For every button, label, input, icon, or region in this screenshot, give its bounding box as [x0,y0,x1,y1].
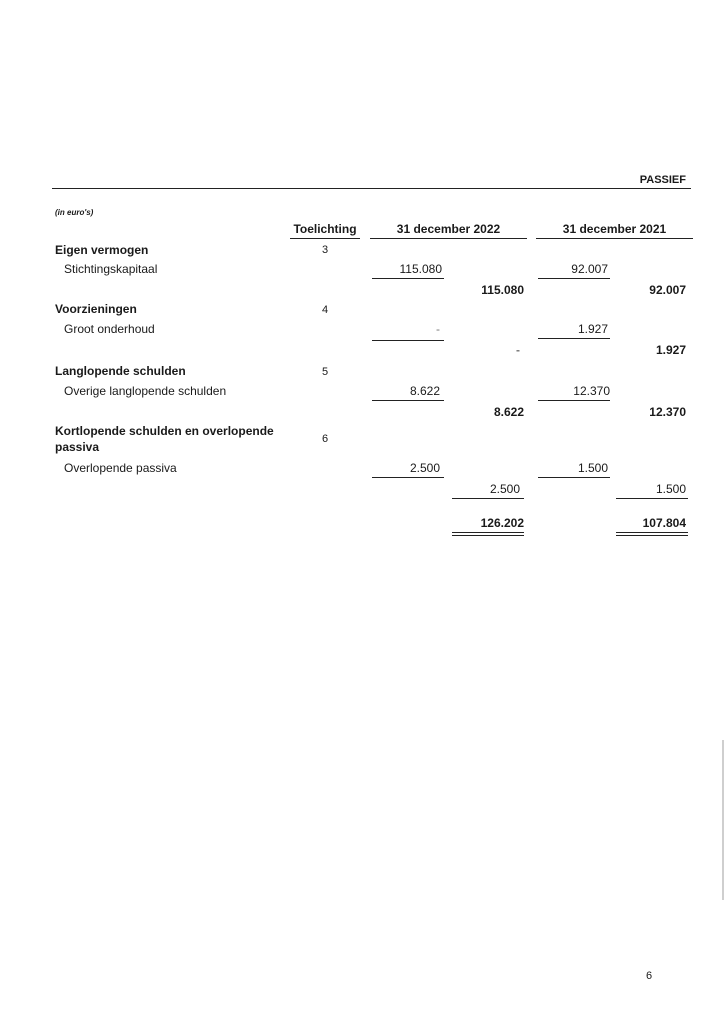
note-ref: 4 [321,304,329,316]
line-item-value-2021: 12.370 [573,384,610,398]
section-total-2021: 1.927 [655,343,686,357]
subtotal-rule [538,278,610,279]
note-ref: 6 [321,433,329,445]
line-item-value-2022: - [436,322,440,336]
subtotal-rule [372,340,444,341]
subtotal-rule [372,400,444,401]
double-rule [616,535,688,536]
subtotal-rule [372,477,444,478]
subtotal-rule [372,278,444,279]
section-total-2022: 115.080 [481,283,524,297]
page-number: 6 [646,970,653,982]
section-total-2021: 1.500 [655,482,686,496]
grand-total-2022: 126.202 [480,516,524,530]
subtotal-rule [538,477,610,478]
double-rule [452,532,524,533]
line-item-value-2021: 1.500 [577,461,608,475]
header-rule [52,188,691,189]
column-header-rule [290,238,360,239]
section-total-2022: 8.622 [493,405,524,419]
line-item-value-2022: 8.622 [409,384,440,398]
section-label-voorzieningen: Voorzieningen [55,302,137,316]
page-title: PASSIEF [639,174,686,186]
double-rule [616,532,688,533]
note-ref: 5 [321,366,329,378]
section-label-kortlopende-schulden: Kortlopende schulden en overlopende [55,424,274,438]
line-item-label: Stichtingskapitaal [64,262,158,276]
line-item-label: Overlopende passiva [64,461,177,475]
subtotal-rule [538,338,610,339]
total-rule [616,498,688,499]
line-item-value-2021: 92.007 [571,262,608,276]
line-item-label: Overige langlopende schulden [64,384,227,398]
subtotal-rule [538,400,610,401]
line-item-value-2022: 2.500 [409,461,440,475]
section-label-langlopende-schulden: Langlopende schulden [55,364,186,378]
line-item-value-2021: 1.927 [577,322,608,336]
unit-note: (in euro's) [55,208,94,217]
column-header-rule [536,238,693,239]
section-total-2021: 12.370 [649,405,686,419]
section-label-eigen-vermogen: Eigen vermogen [55,243,149,257]
column-header-2022: 31 december 2022 [396,222,501,236]
column-header-toelichting: Toelichting [293,222,357,236]
double-rule [452,535,524,536]
line-item-label: Groot onderhoud [64,322,155,336]
section-total-2021: 92.007 [649,283,686,297]
line-item-value-2022: 115.080 [399,262,442,276]
section-total-2022: 2.500 [489,482,520,496]
column-header-2021: 31 december 2021 [562,222,667,236]
section-total-2022: - [516,343,520,357]
column-header-rule [370,238,527,239]
section-label-kortlopende-schulden: passiva [55,440,100,454]
total-rule [452,498,524,499]
grand-total-2021: 107.804 [642,516,686,530]
note-ref: 3 [321,244,329,256]
